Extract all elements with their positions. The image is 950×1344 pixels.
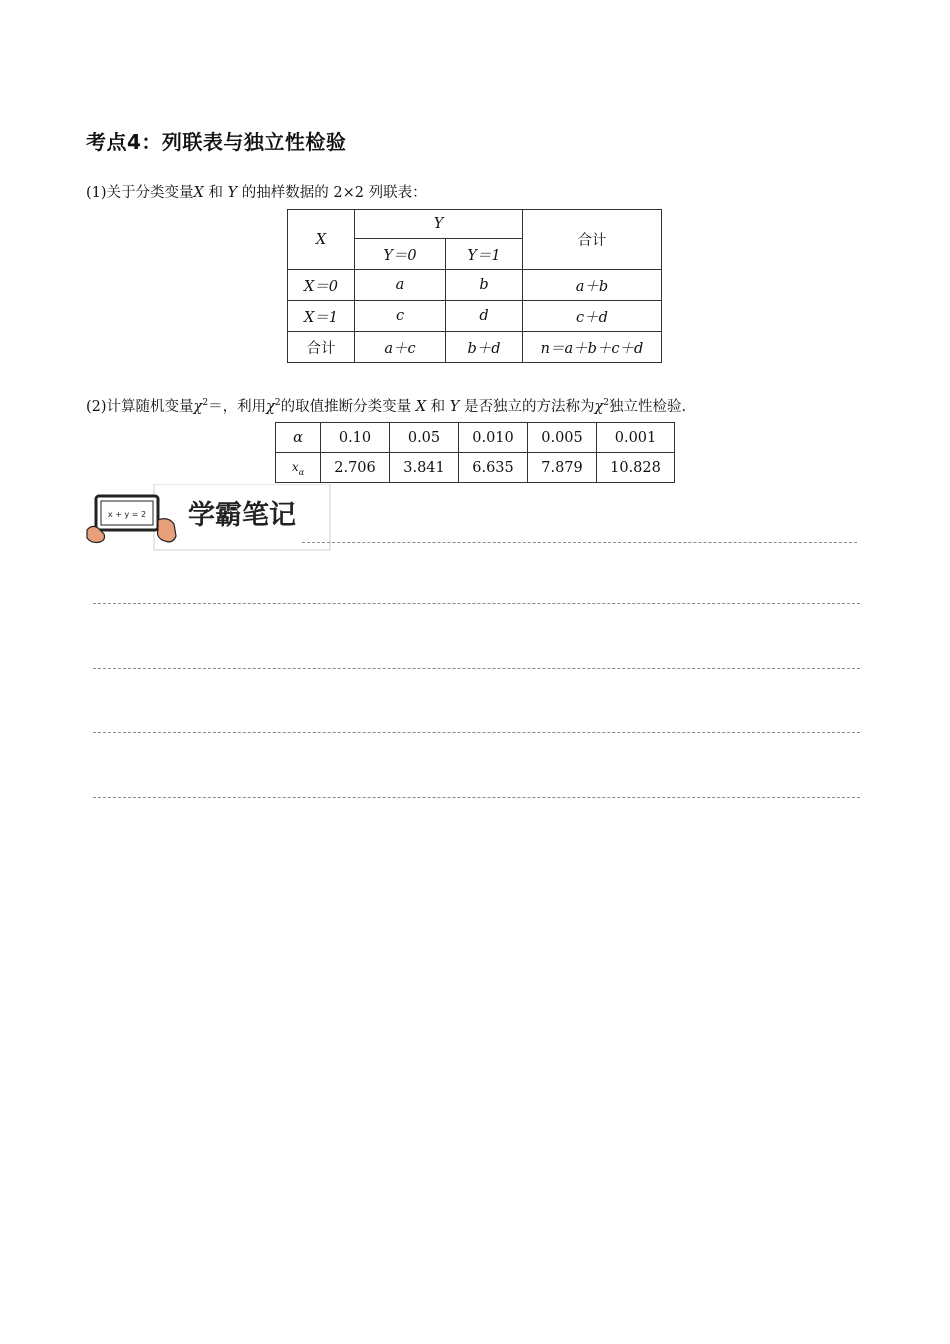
table-row xyxy=(288,332,662,363)
var-y: Y xyxy=(227,185,238,201)
para2-prefix: (2)计算随机变量 xyxy=(86,399,194,415)
paragraph-2 xyxy=(86,395,686,416)
x-header: X xyxy=(288,210,355,270)
alpha-value: 0.05 xyxy=(390,423,459,453)
x-alpha-label xyxy=(276,453,321,483)
alpha-value: 0.001 xyxy=(597,423,675,453)
para2-text: 的取值推断分类变量 xyxy=(280,399,412,415)
chi-symbol: χ xyxy=(594,399,604,415)
board-text: x + y = 2 xyxy=(107,510,147,519)
critical-value: 7.879 xyxy=(528,453,597,483)
section-heading: 考点4：列联表与独立性检验 xyxy=(86,130,347,154)
para2-text: 是否独立的方法称为 xyxy=(463,399,595,415)
table-row xyxy=(288,270,662,301)
var-x: X xyxy=(193,185,204,201)
para1-prefix: (1)关于分类变量 xyxy=(86,185,194,201)
alpha-subscript: α xyxy=(298,467,305,477)
note-line xyxy=(302,542,857,543)
cell: a xyxy=(355,270,446,301)
sum-header: 合计 xyxy=(523,210,662,270)
table-row xyxy=(288,301,662,332)
chi-symbol: χ xyxy=(193,399,203,415)
cell: a＋c xyxy=(355,332,446,363)
y0-header: Y＝0 xyxy=(355,239,446,270)
contingency-table xyxy=(287,209,662,363)
cell: b＋d xyxy=(446,332,523,363)
chi-symbol: χ xyxy=(266,399,275,415)
alpha-value: 0.005 xyxy=(528,423,597,453)
para2-suffix: 独立性检验. xyxy=(608,399,687,415)
cell: b xyxy=(446,270,523,301)
note-line xyxy=(93,603,860,604)
y1-header: Y＝1 xyxy=(446,239,523,270)
notes-title: 学霸笔记 xyxy=(188,500,296,531)
var-x: X xyxy=(415,399,427,415)
alpha-value: 0.10 xyxy=(321,423,390,453)
y-header: Y xyxy=(355,210,523,239)
row-label: 合计 xyxy=(288,332,355,363)
and-word: 和 xyxy=(208,185,223,201)
row-label: X＝1 xyxy=(288,301,355,332)
var-y: Y xyxy=(449,399,460,415)
alpha-value: 0.010 xyxy=(459,423,528,453)
note-line xyxy=(93,797,860,798)
paragraph-1 xyxy=(86,181,427,202)
critical-value: 2.706 xyxy=(321,453,390,483)
row-sum: a＋b xyxy=(523,270,662,301)
note-line xyxy=(93,668,860,669)
para2-text: ＝，利用 xyxy=(208,399,267,415)
cell: d xyxy=(446,301,523,332)
x-letter: x xyxy=(291,459,299,474)
notes-badge-graphic xyxy=(84,484,334,552)
critical-value-table xyxy=(275,422,675,483)
row-label: X＝0 xyxy=(288,270,355,301)
table-row xyxy=(276,423,675,453)
notes-badge xyxy=(84,484,334,552)
note-line xyxy=(93,732,860,733)
row-sum: c＋d xyxy=(523,301,662,332)
critical-value: 3.841 xyxy=(390,453,459,483)
row-sum: n＝a＋b＋c＋d xyxy=(523,332,662,363)
table-row xyxy=(276,453,675,483)
para1-suffix: 的抽样数据的 2×2 列联表： xyxy=(241,185,427,201)
chi-exponent: 2 xyxy=(603,398,609,409)
chalkboard-hand-icon xyxy=(87,496,176,543)
critical-value: 10.828 xyxy=(597,453,675,483)
chi-exponent: 2 xyxy=(202,398,209,409)
chi-exponent: 2 xyxy=(274,398,281,409)
cell: c xyxy=(355,301,446,332)
alpha-label: α xyxy=(276,423,321,453)
and-word: 和 xyxy=(430,399,446,415)
critical-value: 6.635 xyxy=(459,453,528,483)
